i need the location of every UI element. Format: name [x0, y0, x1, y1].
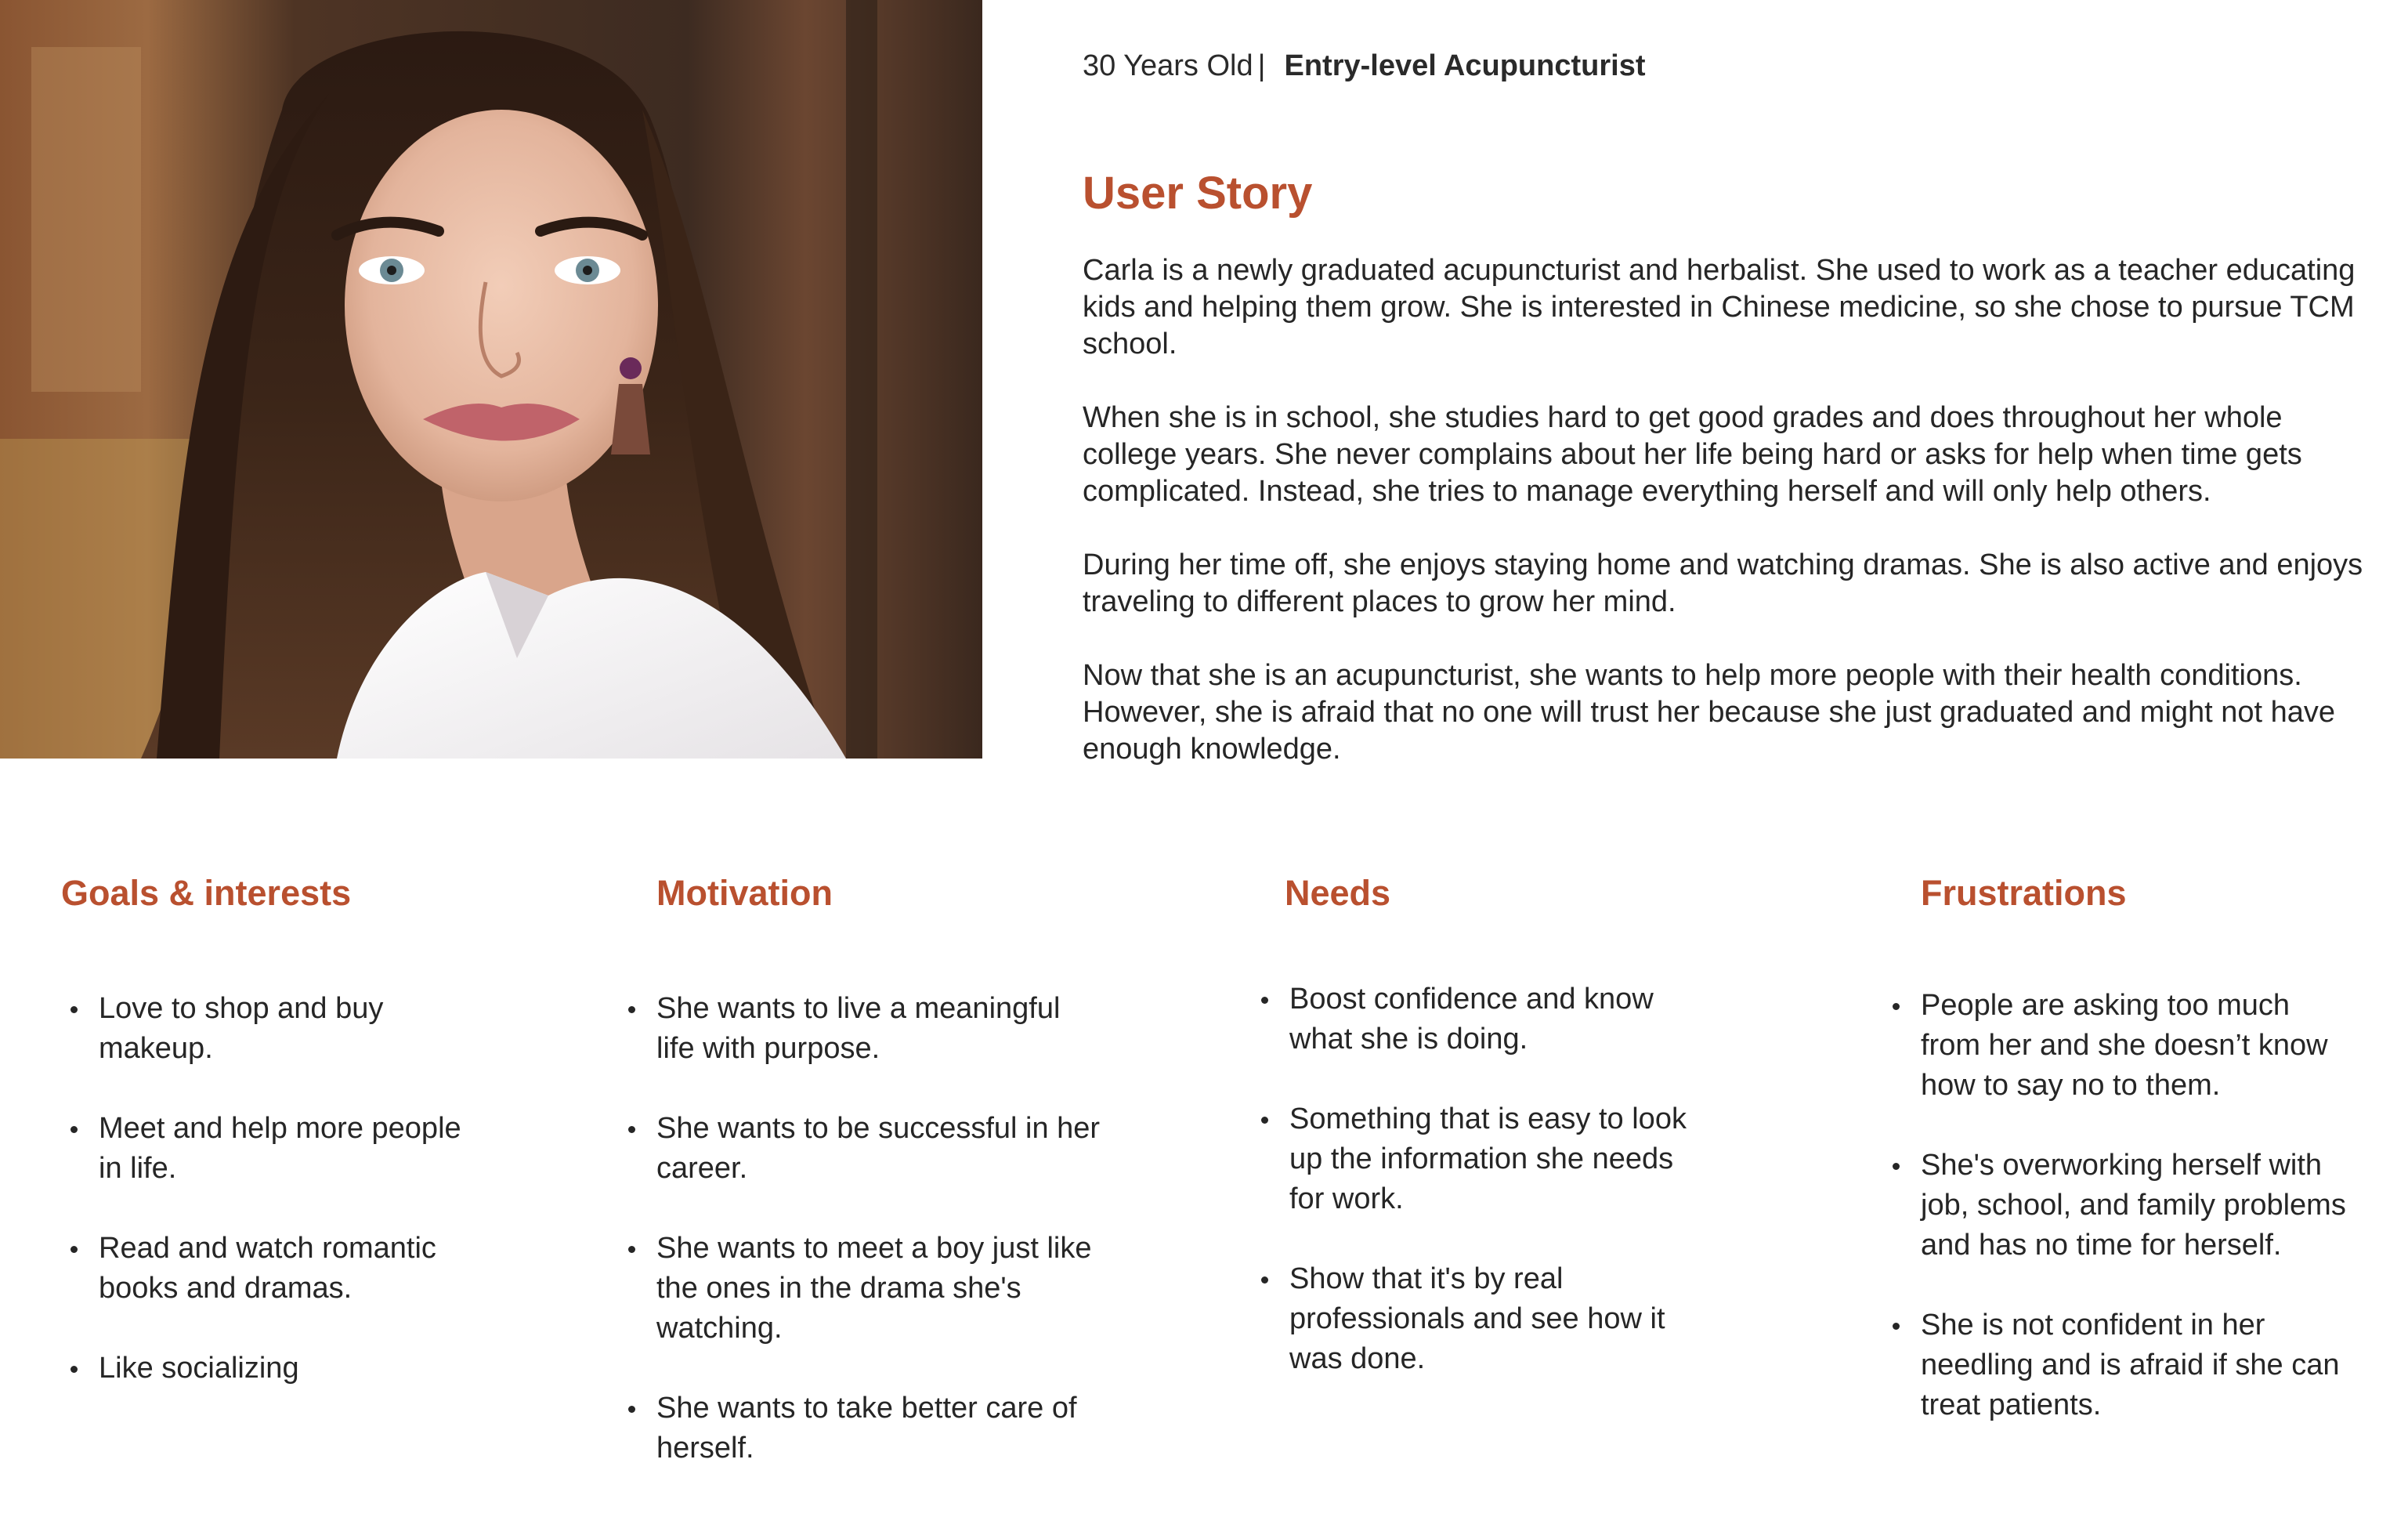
goals-list: [61, 989, 468, 1428]
user-story-paragraph: During her time off, she enjoys staying home and watching dramas. She is also active and enjoys traveling to different places to grow her mind.: [1083, 549, 2363, 618]
list-item: She wants to be successful in her career.: [619, 1109, 1105, 1189]
user-story-body: [1083, 252, 2367, 805]
frustrations-list: [1883, 986, 2353, 1465]
goals-title: Goals & interests: [61, 873, 352, 913]
persona-meta: [1083, 47, 1646, 85]
list-item: Like socializing: [61, 1349, 468, 1389]
list-item: She wants to live a meaningful life with purpose.: [619, 989, 1105, 1069]
list-item: She's overworking herself with job, school, and family problems and has no time for herself.: [1883, 1146, 2353, 1265]
persona-age: 30 Years Old: [1083, 49, 1253, 82]
frustrations-title: Frustrations: [1921, 873, 2127, 913]
list-item: She wants to meet a boy just like the ones in the drama she's watching.: [619, 1229, 1105, 1349]
needs-list: [1252, 979, 1706, 1419]
list-item: Love to shop and buy makeup.: [61, 989, 468, 1069]
list-item: Boost confidence and know what she is doing.: [1252, 979, 1706, 1059]
list-item: She is not confident in her needling and is afraid if she can treat patients.: [1883, 1305, 2353, 1425]
user-story-paragraph: Carla is a newly graduated acupuncturist and herbalist. She used to work as a teacher educating kids and helping them grow. She is interested in Chinese medicine, so she chose to pursue TCM school.: [1083, 254, 2356, 360]
portrait-photo-icon: [0, 0, 982, 759]
list-item: Something that is easy to look up the information she needs for work.: [1252, 1099, 1706, 1219]
persona-role: Entry-level Acupuncturist: [1284, 49, 1646, 82]
list-item: Read and watch romantic books and dramas.: [61, 1229, 468, 1309]
list-item: Show that it's by real professionals and see how it was done.: [1252, 1259, 1706, 1379]
meta-separator: |: [1257, 49, 1266, 82]
list-item: She wants to take better care of herself.: [619, 1389, 1105, 1468]
user-story-paragraph: Now that she is an acupuncturist, she wants to help more people with their health conditions. However, she is afraid that no one will trust her because she just graduated and might not have enough knowledge.: [1083, 659, 2336, 766]
list-item: People are asking too much from her and she doesn’t know how to say no to them.: [1883, 986, 2353, 1106]
list-item: Meet and help more people in life.: [61, 1109, 468, 1189]
user-story-title: User Story: [1083, 168, 1313, 219]
needs-title: Needs: [1285, 873, 1391, 913]
motivation-title: Motivation: [656, 873, 833, 913]
motivation-list: [619, 989, 1105, 1508]
user-story-paragraph: When she is in school, she studies hard to get good grades and does throughout her whole college years. She never complains about her life being hard or asks for help when time gets complicated. Instead, she tries to manage everything herself and will only help others.: [1083, 401, 2302, 508]
persona-photo: [0, 0, 982, 759]
